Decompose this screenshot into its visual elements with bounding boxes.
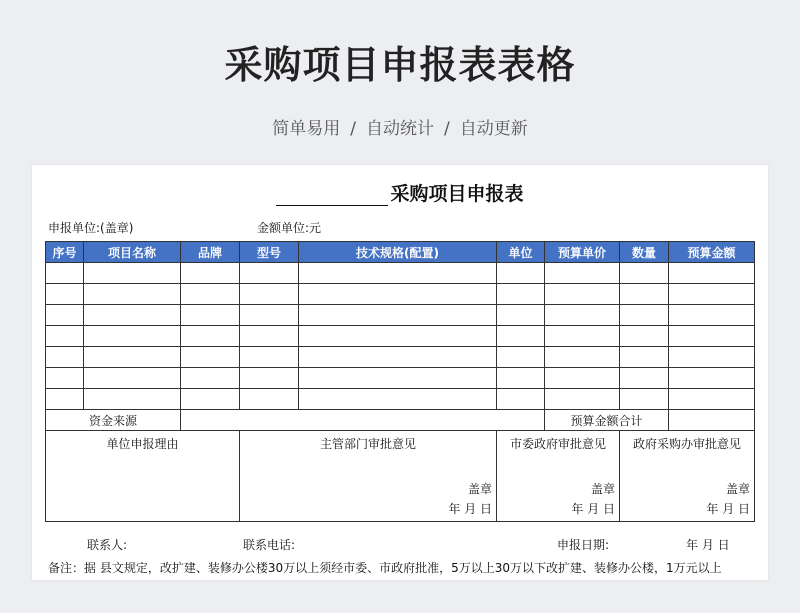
- table-row: [46, 305, 755, 326]
- table-cell[interactable]: [620, 347, 669, 368]
- column-header: 预算单价: [545, 242, 620, 263]
- table-cell[interactable]: [299, 326, 497, 347]
- table-cell[interactable]: [497, 368, 545, 389]
- table-cell[interactable]: [299, 368, 497, 389]
- table-row: [46, 347, 755, 368]
- page-subtitle: [0, 114, 800, 139]
- funds-row: [46, 410, 755, 431]
- procurement-approval-cell[interactable]: [620, 431, 755, 522]
- table-cell[interactable]: [240, 263, 299, 284]
- column-header: 项目名称: [84, 242, 181, 263]
- table-cell[interactable]: [84, 305, 181, 326]
- table-cell[interactable]: [545, 284, 620, 305]
- table-cell[interactable]: [240, 368, 299, 389]
- table-cell[interactable]: [46, 389, 84, 410]
- table-cell[interactable]: [299, 389, 497, 410]
- title-blank-line[interactable]: [276, 187, 388, 206]
- sheet-title: [32, 179, 768, 206]
- phone-label: 联系电话:: [243, 538, 296, 552]
- table-cell[interactable]: [497, 389, 545, 410]
- opinion-row: [46, 431, 755, 522]
- dept-approval-cell[interactable]: [240, 431, 497, 522]
- table-cell[interactable]: [240, 347, 299, 368]
- funds-source-value[interactable]: [181, 410, 545, 431]
- column-header: 技术规格(配置): [299, 242, 497, 263]
- reason-title: 单位申报理由: [106, 437, 179, 451]
- note-text: 备注：据 县文规定，改扩建、装修办公楼30万以上须经市委、市政府批准，5万以上30万以下改扩建、装修办公楼，1万元以上: [48, 561, 722, 575]
- table-cell[interactable]: [299, 263, 497, 284]
- table-cell[interactable]: [240, 284, 299, 305]
- table-cell[interactable]: [669, 326, 755, 347]
- budget-total-value[interactable]: [669, 410, 755, 431]
- table-cell[interactable]: [545, 263, 620, 284]
- table-cell[interactable]: [669, 284, 755, 305]
- gov-approval-title: 市委政府审批意见: [510, 437, 607, 451]
- table-cell[interactable]: [669, 263, 755, 284]
- column-header: 序号: [46, 242, 84, 263]
- date-label: 年 月 日: [706, 502, 751, 516]
- table-cell[interactable]: [84, 368, 181, 389]
- table-cell[interactable]: [545, 347, 620, 368]
- subtitle-separator: /: [350, 119, 356, 139]
- table-cell[interactable]: [46, 326, 84, 347]
- subtitle-separator: /: [444, 119, 450, 139]
- date-label: 年 月 日: [448, 502, 493, 516]
- column-header: 数量: [620, 242, 669, 263]
- table-cell[interactable]: [620, 284, 669, 305]
- date-label: 年 月 日: [571, 502, 616, 516]
- table-cell[interactable]: [181, 347, 240, 368]
- table-cell[interactable]: [497, 284, 545, 305]
- table-cell[interactable]: [545, 305, 620, 326]
- table-cell[interactable]: [46, 305, 84, 326]
- column-header: 预算金额: [669, 242, 755, 263]
- table-cell[interactable]: [46, 368, 84, 389]
- table-cell[interactable]: [620, 305, 669, 326]
- subtitle-item-auto-update: 自动更新: [459, 119, 528, 139]
- procurement-approval-title: 政府采购办审批意见: [633, 437, 742, 451]
- table-cell[interactable]: [181, 305, 240, 326]
- table-cell[interactable]: [240, 389, 299, 410]
- amount-unit-label: 金额单位:元: [257, 221, 322, 235]
- table-cell[interactable]: [84, 347, 181, 368]
- table-cell[interactable]: [84, 284, 181, 305]
- table-cell[interactable]: [299, 347, 497, 368]
- table-cell[interactable]: [497, 305, 545, 326]
- form-sheet: [32, 165, 768, 580]
- table-cell[interactable]: [181, 263, 240, 284]
- table-cell[interactable]: [497, 347, 545, 368]
- table-cell[interactable]: [497, 326, 545, 347]
- table-cell[interactable]: [545, 389, 620, 410]
- table-cell[interactable]: [84, 389, 181, 410]
- table-cell[interactable]: [46, 347, 84, 368]
- seal-label: 盖章: [591, 482, 616, 496]
- table-cell[interactable]: [669, 368, 755, 389]
- table-cell[interactable]: [545, 326, 620, 347]
- table-cell[interactable]: [299, 284, 497, 305]
- table-cell[interactable]: [497, 263, 545, 284]
- table-row: [46, 263, 755, 284]
- seal-label: 盖章: [726, 482, 751, 496]
- sheet-title-text: 采购项目申报表: [390, 183, 524, 205]
- application-table: [45, 241, 755, 522]
- table-cell[interactable]: [620, 326, 669, 347]
- column-header: 品牌: [181, 242, 240, 263]
- table-cell[interactable]: [181, 284, 240, 305]
- table-cell[interactable]: [46, 284, 84, 305]
- dept-approval-title: 主管部门审批意见: [320, 437, 417, 451]
- subtitle-item-auto-stats: 自动统计: [366, 119, 434, 139]
- apply-date-label: 申报日期:: [557, 538, 610, 552]
- table-cell[interactable]: [240, 305, 299, 326]
- table-cell[interactable]: [669, 389, 755, 410]
- subtitle-item-easy: 简单易用: [272, 119, 341, 139]
- table-cell[interactable]: [620, 389, 669, 410]
- table-cell[interactable]: [299, 305, 497, 326]
- funds-source-label: 资金来源: [46, 410, 181, 431]
- table-cell[interactable]: [84, 263, 181, 284]
- table-row: [46, 284, 755, 305]
- contact-label: 联系人:: [87, 538, 128, 552]
- apply-date-value: 年 月 日: [686, 538, 730, 552]
- reason-cell[interactable]: [46, 431, 240, 522]
- table-cell[interactable]: [181, 368, 240, 389]
- page-title: 采购项目申报表表格: [224, 43, 576, 87]
- table-cell[interactable]: [181, 389, 240, 410]
- table-cell[interactable]: [620, 263, 669, 284]
- budget-total-label: 预算金额合计: [545, 410, 669, 431]
- table-cell[interactable]: [669, 347, 755, 368]
- table-row: [46, 389, 755, 410]
- table-cell[interactable]: [669, 305, 755, 326]
- seal-label: 盖章: [468, 482, 493, 496]
- table-cell[interactable]: [181, 326, 240, 347]
- column-header: 型号: [240, 242, 299, 263]
- table-row: [46, 368, 755, 389]
- table-header-row: [46, 242, 755, 263]
- applicant-label: 申报单位:(盖章): [48, 221, 134, 235]
- table-cell[interactable]: [545, 368, 620, 389]
- column-header: 单位: [497, 242, 545, 263]
- table-cell[interactable]: [620, 368, 669, 389]
- table-cell[interactable]: [46, 263, 84, 284]
- table-row: [46, 326, 755, 347]
- gov-approval-cell[interactable]: [497, 431, 620, 522]
- table-cell[interactable]: [84, 326, 181, 347]
- table-cell[interactable]: [240, 326, 299, 347]
